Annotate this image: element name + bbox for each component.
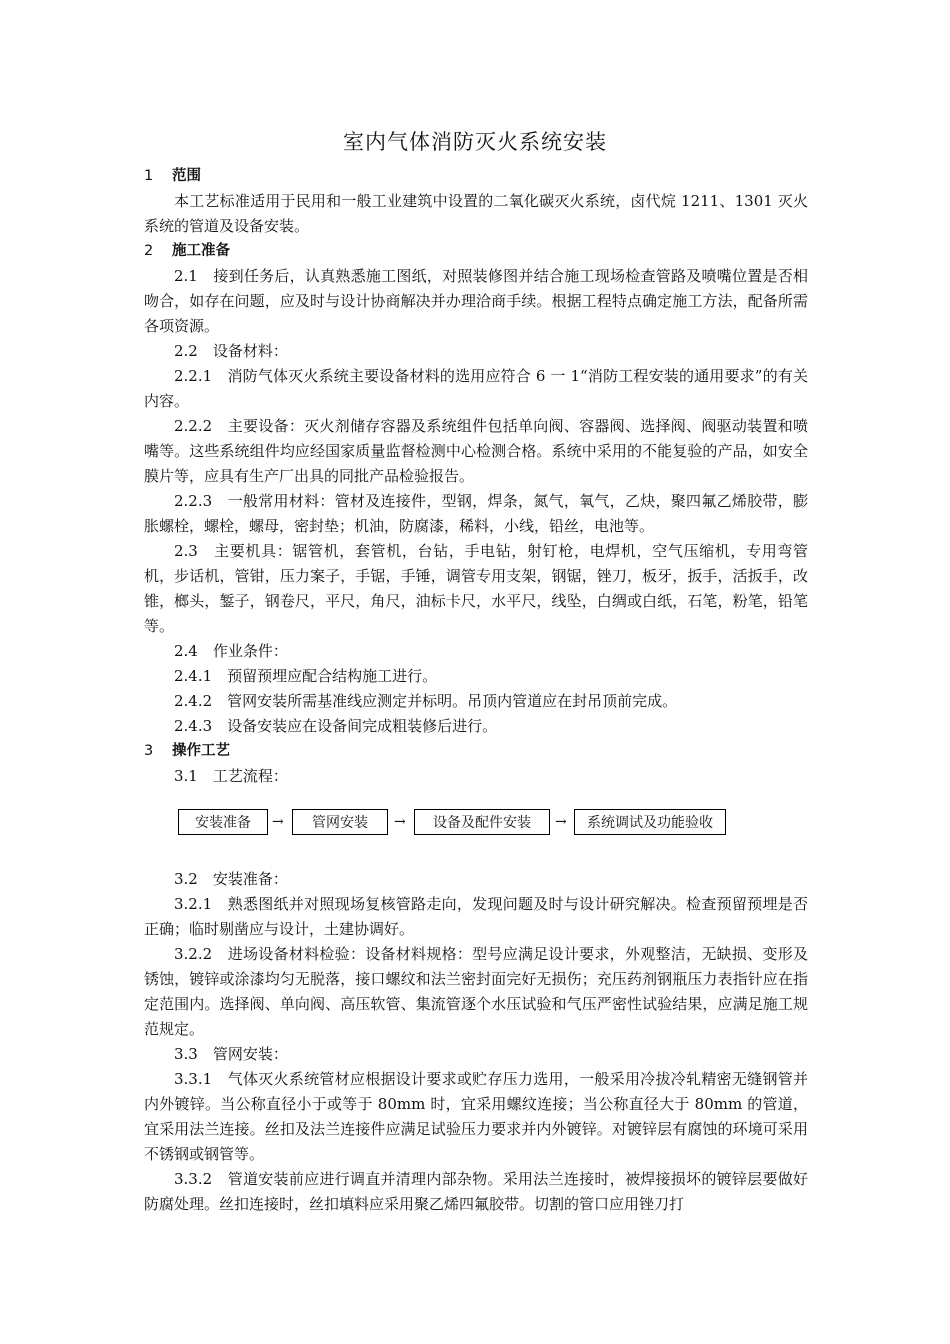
paragraph: 2.1 接到任务后，认真熟悉施工图纸，对照装修图并结合施工现场检查管路及喷嘴位置是否相吻合，如存在问题，应及时与设计协商解决并办理洽商手续。根据工程特点确定施工方法，配备所需各项资源。 <box>144 267 808 335</box>
process-flowchart <box>144 789 808 867</box>
section-number: 1 <box>144 168 154 184</box>
paragraph: 3.1 工艺流程： <box>174 767 288 785</box>
section-title: 操作工艺 <box>172 743 230 759</box>
flow-arrow-icon: → <box>272 814 284 830</box>
flow-step-1: 安装准备 <box>178 809 268 835</box>
paragraph: 3.2.1 熟悉图纸并对照现场复核管路走向，发现问题及时与设计研究解决。检查预留预埋是否正确；临时剔凿应与设计，土建协调好。 <box>144 895 808 938</box>
flow-arrow-icon: → <box>394 814 406 830</box>
paragraph: 3.3.2 管道安装前应进行调直并清理内部杂物。采用法兰连接时，被焊接损坏的镀锌层要做好防腐处理。丝扣连接时，丝扣填料应采用聚乙烯四氟胶带。切割的管口应用锉刀打 <box>144 1170 808 1213</box>
document-title: 室内气体消防灭火系统安装 <box>343 130 607 154</box>
paragraph: 3.2.2 进场设备材料检验：设备材料规格：型号应满足设计要求，外观整洁，无缺损、变形及锈蚀，镀锌或涂漆均匀无脱落，接口螺纹和法兰密封面完好无损伤；充压药剂钢瓶压力表指针应在指定范围内。选择阀、单向阀、高压软管、集流管逐个水压试验和气压严密性试验结果，应满足施工规范规定。 <box>144 945 808 1038</box>
section-number: 2 <box>144 243 154 259</box>
paragraph: 2.2.2 主要设备：灭火剂储存容器及系统组件包括单向阀、容器阀、选择阀、阀驱动装置和喷嘴等。这些系统组件均应经国家质量监督检测中心检测合格。系统中采用的不能复验的产品，如安全膜片等，应具有生产厂出具的同批产品检验报告。 <box>144 417 808 485</box>
section-title: 范围 <box>172 168 201 184</box>
paragraph: 2.2.3 一般常用材料：管材及连接件，型钢，焊条，氮气，氧气，乙炔，聚四氟乙烯胶带，膨胀螺栓，螺栓，螺母，密封垫；机油，防腐漆，稀料，小线，铅丝，电池等。 <box>144 492 808 535</box>
paragraph: 2.4 作业条件： <box>174 642 288 660</box>
flow-step-4: 系统调试及功能验收 <box>574 809 726 835</box>
paragraph: 2.2 设备材料： <box>174 342 288 360</box>
paragraph: 3.3 管网安装： <box>174 1045 288 1063</box>
paragraph: 2.2.1 消防气体灭火系统主要设备材料的选用应符合 6 一 1“消防工程安装的通用要求”的有关内容。 <box>144 367 808 410</box>
section-heading-1 <box>144 164 808 189</box>
flow-arrow-icon: → <box>555 814 567 830</box>
paragraph: 3.3.1 气体灭火系统管材应根据设计要求或贮存压力选用，一般采用冷拔冷轧精密无缝钢管并内外镀锌。当公称直径小于或等于 80mm 时，宜采用螺纹连接；当公称直径大于 80mm 的管道，宜采用法兰连接。丝扣及法兰连接件应满足试验压力要求并内外镀锌。对镀锌层有腐蚀的环境可采用不锈钢或钢管等。 <box>144 1070 808 1163</box>
paragraph: 2.4.2 管网安装所需基准线应测定并标明。吊顶内管道应在封吊顶前完成。 <box>174 692 678 710</box>
paragraph: 2.3 主要机具：锯管机，套管机，台钻，手电钻，射钉枪，电焊机，空气压缩机，专用弯管机，步话机，管钳，压力案子，手锯，手锤，调管专用支架，钢锯，锉刀，板牙，扳手，活扳手，改锥，榔头，錾子，钢卷尺，平尺，角尺，油标卡尺，水平尺，线坠，白绸或白纸，石笔，粉笔，铅笔等。 <box>144 542 808 635</box>
flow-step-2: 管网安装 <box>292 809 388 835</box>
paragraph: 2.4.1 预留预埋应配合结构施工进行。 <box>174 667 438 685</box>
section-heading-3 <box>144 739 808 764</box>
paragraph: 本工艺标准适用于民用和一般工业建筑中设置的二氧化碳灭火系统，卤代烷 1211、1301 灭火系统的管道及设备安装。 <box>144 192 808 235</box>
paragraph: 2.4.3 设备安装应在设备间完成粗装修后进行。 <box>174 717 498 735</box>
section-title: 施工准备 <box>172 243 230 259</box>
flow-step-3: 设备及配件安装 <box>414 809 550 835</box>
document-body <box>144 164 808 1217</box>
section-number: 3 <box>144 743 154 759</box>
paragraph: 3.2 安装准备： <box>174 870 288 888</box>
section-heading-2 <box>144 239 808 264</box>
